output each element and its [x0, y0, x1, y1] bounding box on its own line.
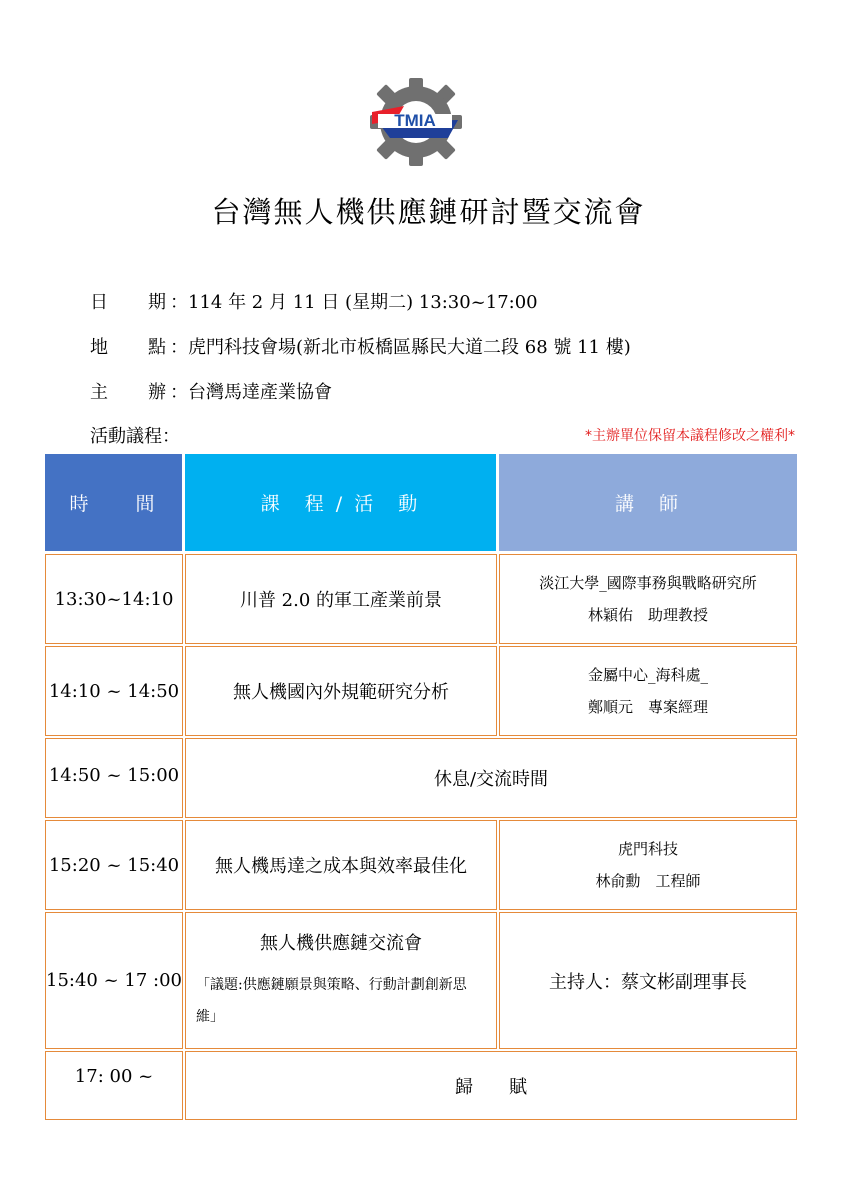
row-5-speaker [499, 912, 797, 1049]
speaker-affiliation: 金屬中心_海科處_ [587, 666, 708, 684]
agenda-label: 活動議程： [90, 426, 180, 447]
speaker-name: 林俞勳 工程師 [595, 872, 701, 890]
row-1-speaker [499, 554, 797, 644]
disclaimer-note: *主辦單位保留本議程修改之權利* [585, 428, 795, 444]
host-row [90, 378, 332, 404]
row-1-topic: 川普 2.0 的軍工產業前景 [185, 554, 497, 644]
venue-key-1: 地 [90, 337, 108, 358]
gear-icon [368, 76, 464, 168]
host-value: 台灣馬達產業協會 [188, 382, 332, 403]
row-5-topic [185, 912, 497, 1049]
host-key-1: 主 [90, 382, 108, 403]
venue-key-2: 點 [148, 337, 166, 358]
topic-title: 無人機供應鏈交流會 [260, 932, 422, 954]
row-3-time: 14:50 ~ 15:00 [45, 738, 183, 818]
row-1-time: 13:30~14:10 [45, 554, 183, 644]
date-row [90, 288, 538, 314]
row-6-topic: 歸 賦 [185, 1051, 797, 1120]
row-2-speaker [499, 646, 797, 736]
colon: ： [170, 382, 188, 403]
row-4-topic: 無人機馬達之成本與效率最佳化 [185, 820, 497, 910]
svg-text:TMIA: TMIA [394, 111, 436, 130]
date-value: 114 年 2 月 11 日 (星期二) 13:30~17:00 [188, 292, 538, 313]
row-2-topic: 無人機國內外規範研究分析 [185, 646, 497, 736]
topic-subtitle: 「議題:供應鏈願景與策略、行動計劃創新思維」 [196, 976, 467, 1025]
speaker-moderator: 主持人：蔡文彬副理事長 [549, 971, 747, 993]
row-3-topic: 休息/交流時間 [185, 738, 797, 818]
row-6-time: 17: 00 ~ [45, 1051, 183, 1120]
page-title: 台灣無人機供應鏈研討暨交流會 [211, 195, 646, 229]
date-key-2: 期 [148, 292, 166, 313]
date-key-1: 日 [90, 292, 108, 313]
header-time: 時 間 [45, 454, 182, 551]
header-topic: 課 程 / 活 動 [185, 454, 496, 551]
venue-row [90, 333, 631, 359]
tmia-logo [368, 76, 464, 168]
row-5-time: 15:40 ~ 17 :00 [45, 912, 183, 1049]
row-2-time: 14:10 ~ 14:50 [45, 646, 183, 736]
speaker-name: 鄭順元 專案經理 [587, 698, 708, 716]
speaker-name: 林穎佑 助理教授 [587, 606, 708, 624]
venue-value: 虎門科技會場(新北市板橋區縣民大道二段 68 號 11 樓) [188, 337, 631, 358]
row-4-speaker [499, 820, 797, 910]
row-4-time: 15:20 ~ 15:40 [45, 820, 183, 910]
speaker-affiliation: 虎門科技 [617, 840, 678, 858]
header-speaker: 講 師 [499, 454, 797, 551]
host-key-2: 辦 [148, 382, 166, 403]
speaker-affiliation: 淡江大學_國際事務與戰略研究所 [539, 574, 757, 592]
colon: ： [170, 292, 188, 313]
colon: ： [170, 337, 188, 358]
